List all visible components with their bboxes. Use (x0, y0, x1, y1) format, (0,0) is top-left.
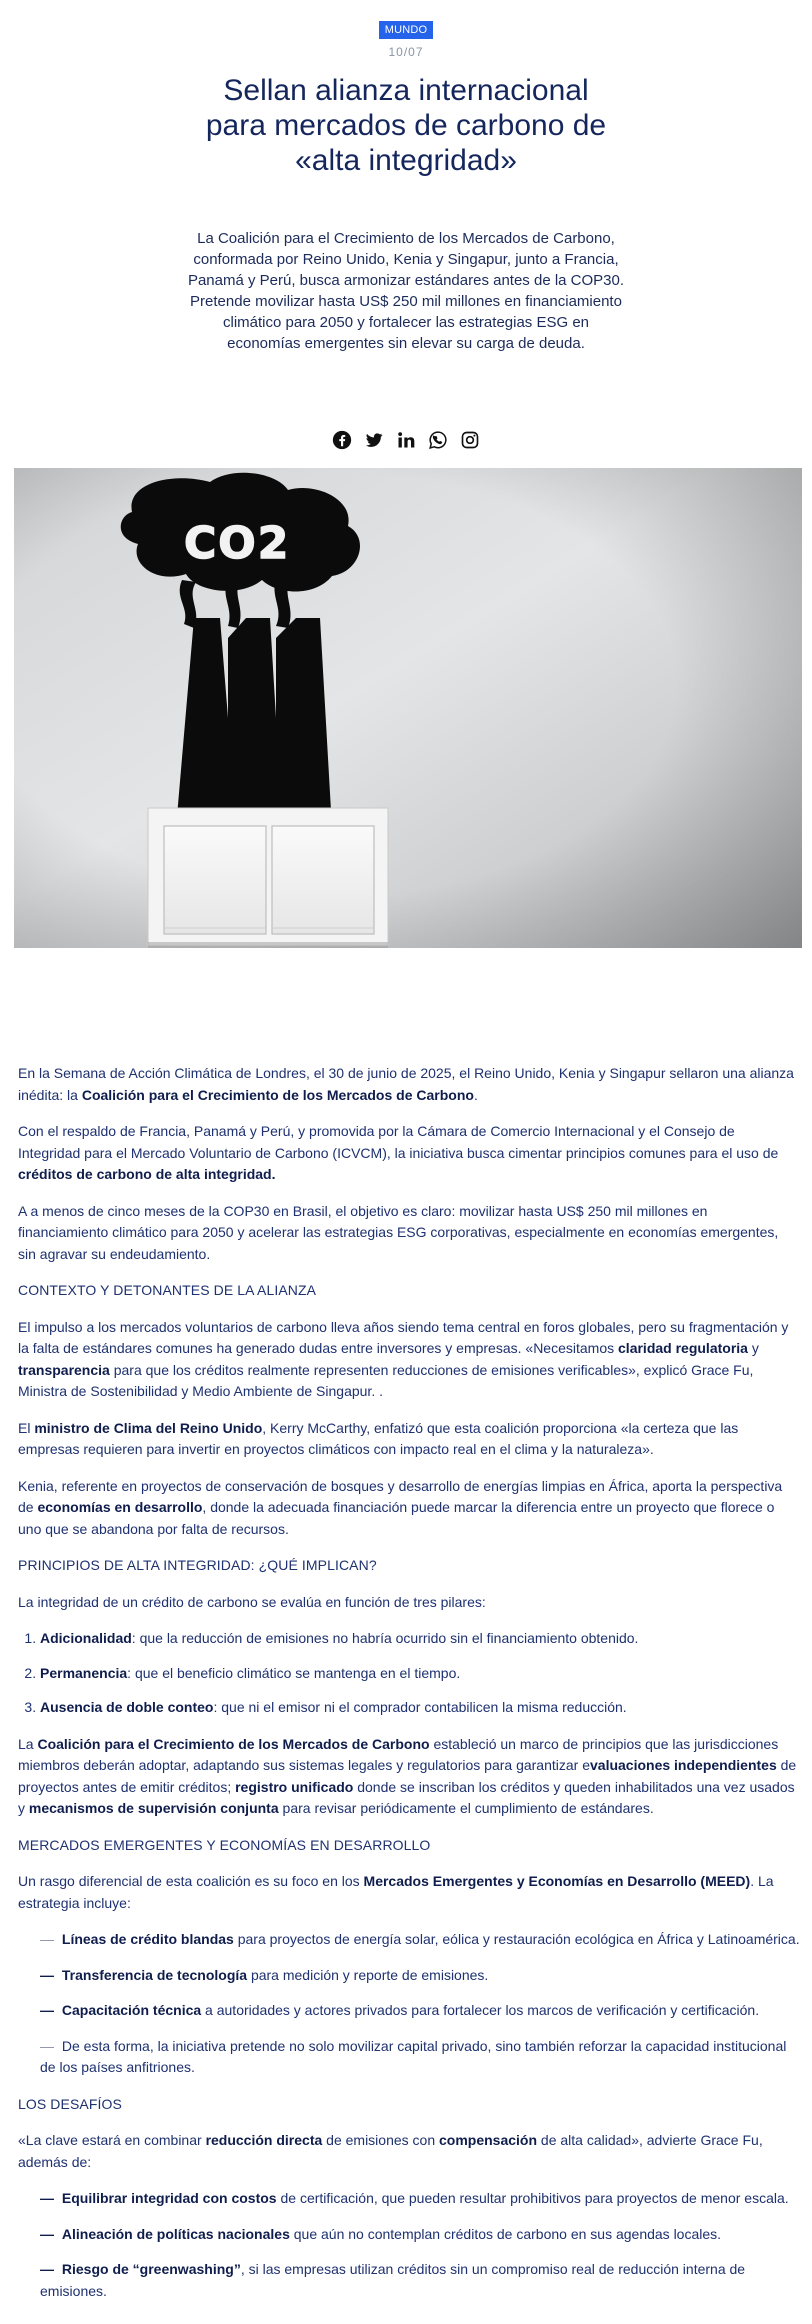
list-item: — Riesgo de “greenwashing”, si las empresas utilizan créditos sin un compromiso real de reducción interna de emisiones. (40, 2261, 746, 2299)
paragraph: A a menos de cinco meses de la COP30 en Brasil, el objetivo es claro: movilizar hasta US$ 250 mil millones en financiamiento climático para 2050 y acelerar las estrategias ESG corporativas, especialmente en economías emergentes, sin agravar su endeudamiento. (18, 1202, 779, 1262)
twitter-icon[interactable] (364, 430, 384, 450)
challenges-list (18, 2188, 800, 2302)
hero-image (14, 468, 802, 948)
light-switch (148, 808, 388, 948)
list-item: — Transferencia de tecnología para medición y reporte de emisiones. (40, 1966, 489, 1983)
article-title: Sellan alianza internacional para mercados de carbono de «alta integridad» (205, 74, 607, 177)
article-header (0, 0, 812, 354)
paragraph: Con el respaldo de Francia, Panamá y Perú, y promovida por la Cámara de Comercio Internacional y el Consejo de Integridad para el Mercado Voluntario de Carbono (ICVCM), la iniciativa busca cimentar principios comunes para el uso de créditos de carbono de alta integridad. (18, 1123, 779, 1182)
strategy-list (18, 1929, 800, 2079)
list-item: — De esta forma, la iniciativa pretende no solo movilizar capital privado, sino también reforzar la capacidad institucional de los países anfitriones. (40, 2037, 787, 2075)
co2-factory-light-switch-illustration (14, 468, 802, 948)
paragraph: En la Semana de Acción Climática de Londres, el 30 de junio de 2025, el Reino Unido, Kenia y Singapur sellaron una alianza inédita: la Coalición para el Crecimiento de los Mercados de Carbono. (18, 1065, 794, 1103)
facebook-icon[interactable] (332, 430, 352, 450)
whatsapp-icon[interactable] (428, 430, 448, 450)
paragraph: «La clave estará en combinar reducción directa de emisiones con compensación de alta calidad», advierte Grace Fu, además de: (18, 2132, 763, 2170)
share-bar (0, 430, 812, 450)
section-heading-challenges: LOS DESAFÍOS (18, 2095, 122, 2112)
list-item: — Alineación de políticas nacionales que aún no contemplan créditos de carbono en sus agendas locales. (40, 2225, 722, 2242)
co2-text: CO2 (184, 518, 291, 569)
paragraph: Un rasgo diferencial de esta coalición es su foco en los Mercados Emergentes y Economías en Desarrollo (MEED). La estrategia incluye: (18, 1873, 774, 1911)
paragraph: El ministro de Clima del Reino Unido, Kerry McCarthy, enfatizó que esta coalición proporciona «la certeza que las empresas requieren para invertir en proyectos climáticos con impacto real en el clima y la naturaleza». (18, 1419, 739, 1457)
list-item: 3. Ausencia de doble conteo: que ni el emisor ni el comprador contabilicen la misma reducción. (40, 1697, 800, 1719)
category-badge[interactable]: MUNDO (379, 21, 434, 39)
section-heading-context: CONTEXTO Y DETONANTES DE LA ALIANZA (18, 1282, 317, 1298)
instagram-icon[interactable] (460, 430, 480, 450)
linkedin-icon[interactable] (396, 430, 416, 450)
article-body (18, 1063, 800, 2317)
factory-silhouette (176, 618, 332, 828)
list-item: — Líneas de crédito blandas para proyectos de energía solar, eólica y restauración ecológica en África y Latinoamérica. (40, 1931, 800, 1947)
article-lead: La Coalición para el Crecimiento de los Mercados de Carbono, conformada por Reino Unido, Kenia y Singapur, junto a Francia, Panamá y Perú, busca armonizar estándares antes de la COP30. Pretende movilizar hasta US$ 250 mil millones en financiamiento climático para 2050 y fortalecer las estrategias ESG en economías emergentes sin elevar su carga de deuda. (187, 230, 625, 352)
paragraph: El impulso a los mercados voluntarios de carbono lleva años siendo tema central en foros globales, pero su fragmentación y la falta de estándares comunes ha generado dudas entre inversores y empresas. «Necesitamos claridad regulatoria y transparencia para que los créditos realmente representen reducciones de emisiones verificables», explicó Grace Fu, Ministra de Sostenibilidad y Medio Ambiente de Singapur. . (18, 1318, 789, 1399)
pillars-list (18, 1628, 800, 1719)
paragraph: La integridad de un crédito de carbono se evalúa en función de tres pilares: (18, 1593, 486, 1610)
paragraph: La Coalición para el Crecimiento de los Mercados de Carbono estableció un marco de principios que las jurisdicciones miembros deberán adoptar, adaptando sus sistemas legales y regulatorios para garantizar evaluaciones independientes de proyectos antes de emitir créditos; registro unificado donde se inscriban los créditos y queden inhabilitados una vez usados y mecanismos de supervisión conjunta para revisar periódicamente el cumplimiento de estándares. (18, 1735, 797, 1816)
paragraph: Kenia, referente en proyectos de conservación de bosques y desarrollo de energías limpias en África, aporta la perspectiva de economías en desarrollo, donde la adecuada financiación puede marcar la diferencia entre un proyecto que florece o uno que se abandona por falta de recursos. (18, 1477, 783, 1537)
article-date: 10/07 (388, 45, 424, 59)
list-item: — Capacitación técnica a autoridades y actores privados para fortalecer los marcos de verificación y certificación. (40, 2002, 760, 2018)
list-item: 2. Permanencia: que el beneficio climático se mantenga en el tiempo. (40, 1663, 800, 1685)
list-item: 1. Adicionalidad: que la reducción de emisiones no habría ocurrido sin el financiamiento obtenido. (40, 1628, 800, 1650)
section-heading-emerging: MERCADOS EMERGENTES Y ECONOMÍAS EN DESARROLLO (18, 1836, 431, 1853)
list-item: — Equilibrar integridad con costos de certificación, que pueden resultar prohibitivos para proyectos de menor escala. (40, 2190, 789, 2206)
section-heading-principles: PRINCIPIOS DE ALTA INTEGRIDAD: ¿QUÉ IMPLICAN? (18, 1557, 377, 1573)
